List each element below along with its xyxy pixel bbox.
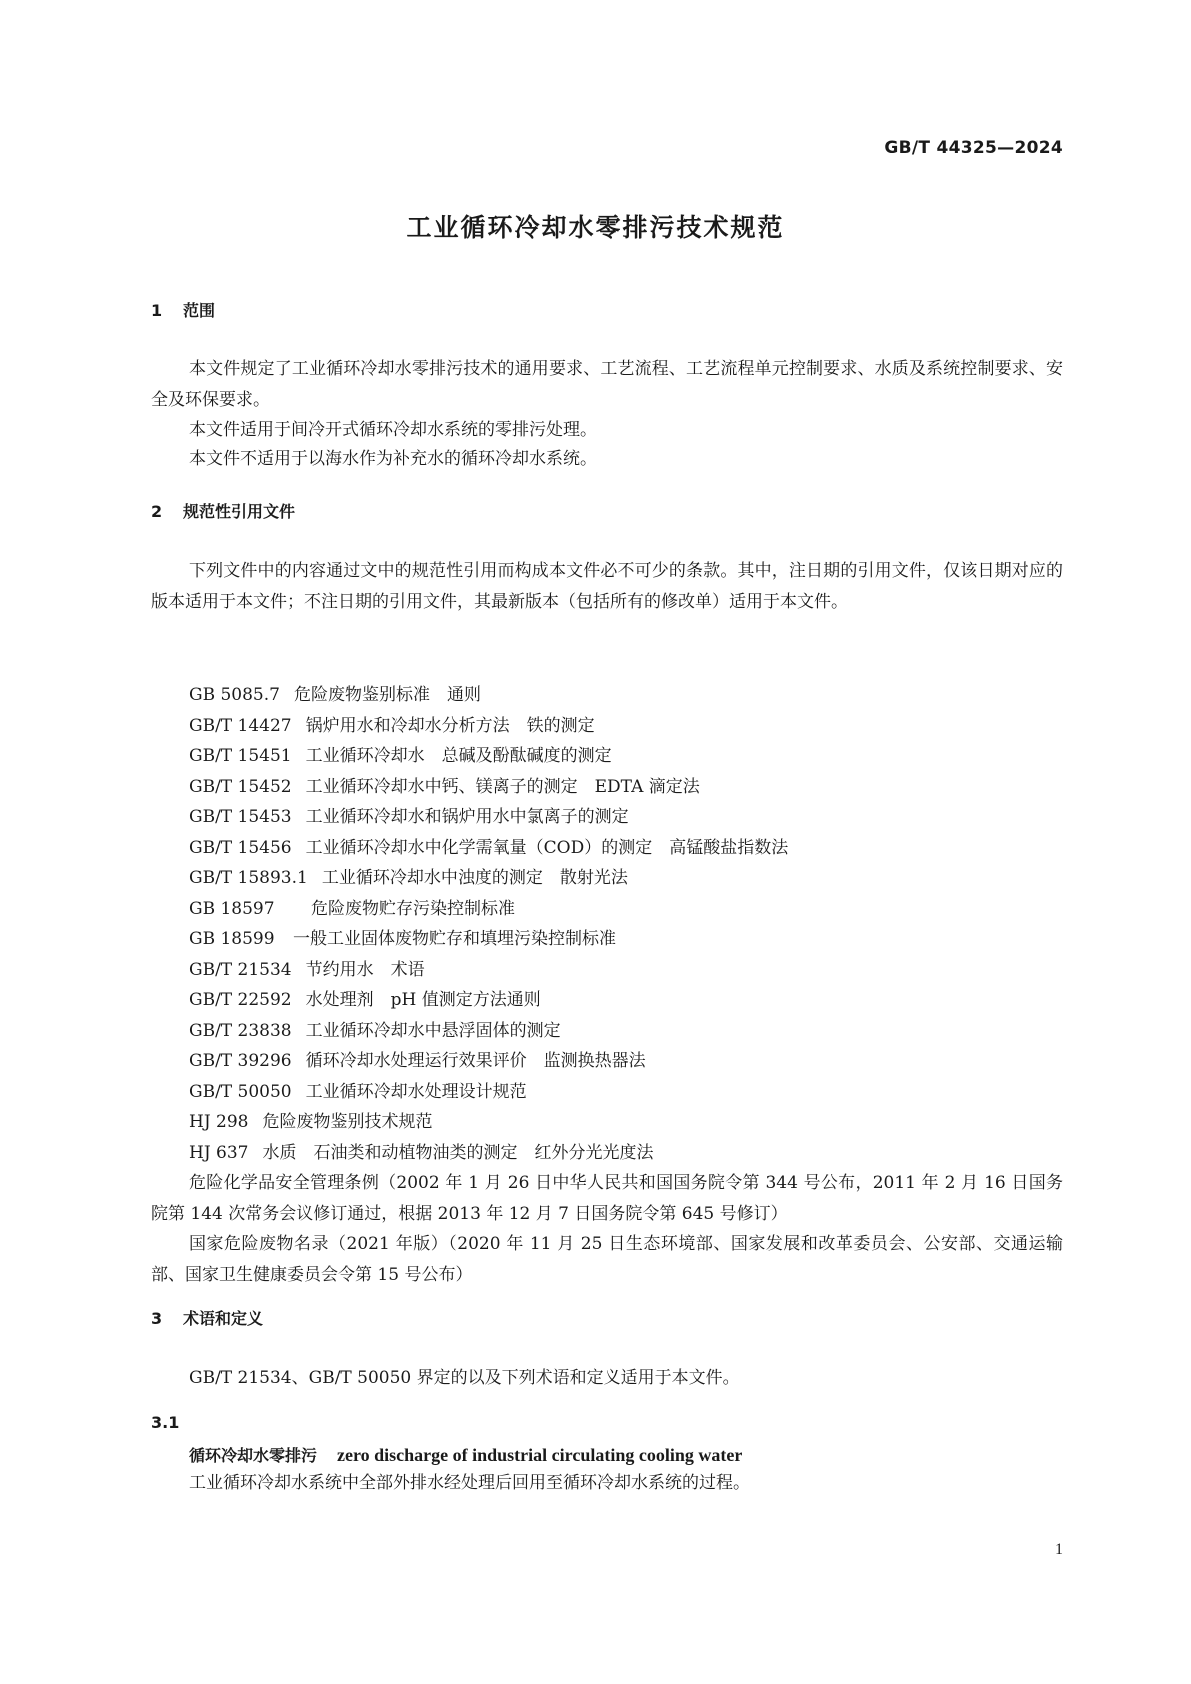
reference-title: 危险废物鉴别技术规范	[262, 1112, 433, 1132]
reference-code: GB 5085.7	[189, 685, 280, 705]
reference-title: 水质 石油类和动植物油类的测定 红外分光光度法	[262, 1142, 654, 1163]
reference-code: GB/T 15893.1	[189, 868, 308, 888]
reference-list	[189, 680, 788, 1168]
reference-title: 工业循环冷却水处理设计规范	[305, 1081, 527, 1102]
reference-code: GB 18599	[189, 929, 275, 949]
reference-title: 工业循环冷却水中悬浮固体的测定	[305, 1020, 561, 1041]
reference-title: 工业循环冷却水和锅炉用水中氯离子的测定	[305, 807, 629, 827]
reference-item	[189, 1016, 788, 1047]
term-number: 3.1	[151, 1413, 180, 1432]
page-number: 1	[1055, 1541, 1063, 1558]
section-1-number: 1	[151, 301, 163, 320]
reference-item	[189, 802, 788, 833]
reference-title: 工业循环冷却水中钙、镁离子的测定 EDTA 滴定法	[305, 776, 700, 797]
reference-code: GB/T 14427	[189, 715, 292, 736]
reference-code: GB/T 15451	[189, 746, 292, 766]
reference-title: 工业循环冷却水 总碱及酚酞碱度的测定	[305, 746, 612, 766]
reference-item	[189, 894, 788, 925]
section-3-heading	[151, 1306, 263, 1329]
document-title: 工业循环冷却水零排污技术规范	[406, 213, 785, 242]
regulation-2: 国家危险废物名录（2021 年版）（2020 年 11 月 25 日生态环境部、国家发展和改革委员会、公安部、交通运输部、国家卫生健康委员会令第 15 号公布）	[151, 1234, 1063, 1285]
reference-item	[189, 833, 788, 864]
standard-number: GB/T 44325—2024	[884, 138, 1063, 158]
reference-item	[189, 863, 788, 894]
reference-item	[189, 955, 788, 986]
section-1-paragraph-1: 本文件规定了工业循环冷却水零排污技术的通用要求、工艺流程、工艺流程单元控制要求、水质及系统控制要求、安全及环保要求。	[151, 359, 1063, 410]
section-2-intro: 下列文件中的内容通过文中的规范性引用而构成本文件必不可少的条款。其中，注日期的引用文件，仅该日期对应的版本适用于本文件；不注日期的引用文件，其最新版本（包括所有的修改单）适用于本文件。	[151, 561, 1063, 612]
reference-code: GB 18597	[189, 898, 275, 919]
reference-code: GB/T 22592	[189, 990, 292, 1010]
reference-code: GB/T 39296	[189, 1051, 292, 1071]
regulation-1: 危险化学品安全管理条例（2002 年 1 月 26 日中华人民共和国国务院令第 344 号公布，2011 年 2 月 16 日国务院第 144 次常务会议修订通过，根据 2013 年 12 月 7 日国务院令第 645 号修订）	[151, 1173, 1063, 1224]
reference-code: GB/T 15453	[189, 807, 292, 827]
reference-item	[189, 772, 788, 803]
reference-item	[189, 985, 788, 1016]
reference-code: GB/T 21534	[189, 959, 292, 980]
reference-title: 工业循环冷却水中化学需氧量（COD）的测定 高锰酸盐指数法	[305, 837, 789, 858]
section-2-title: 规范性引用文件	[183, 502, 296, 521]
reference-item	[189, 1046, 788, 1077]
reference-item	[189, 680, 788, 711]
term-name-zh: 循环冷却水零排污	[189, 1446, 318, 1465]
section-1-paragraph-3: 本文件不适用于以海水作为补充水的循环冷却水系统。	[189, 449, 597, 469]
section-1-heading	[151, 298, 215, 321]
reference-title: 危险废物贮存污染控制标准	[311, 898, 515, 919]
reference-code: GB/T 50050	[189, 1081, 292, 1102]
section-1-paragraph-2: 本文件适用于间冷开式循环冷却水系统的零排污处理。	[189, 420, 597, 440]
section-2-number: 2	[151, 502, 163, 521]
reference-title: 节约用水 术语	[305, 959, 425, 980]
reference-title: 水处理剂 pH 值测定方法通则	[305, 990, 541, 1010]
section-2-heading	[151, 499, 295, 522]
reference-item	[189, 741, 788, 772]
reference-title: 锅炉用水和冷却水分析方法 铁的测定	[305, 715, 595, 736]
reference-title: 循环冷却水处理运行效果评价 监测换热器法	[305, 1051, 646, 1071]
section-1-title: 范围	[183, 301, 216, 320]
section-3-intro: GB/T 21534、GB/T 50050 界定的以及下列术语和定义适用于本文件。	[189, 1368, 740, 1388]
reference-item	[189, 924, 788, 955]
reference-code: GB/T 23838	[189, 1020, 292, 1041]
reference-code: GB/T 15452	[189, 776, 292, 797]
reference-title: 工业循环冷却水中浊度的测定 散射光法	[321, 868, 628, 888]
reference-code: HJ 637	[189, 1142, 249, 1163]
reference-title: 危险废物鉴别标准 通则	[293, 685, 481, 705]
term-entry	[189, 1443, 742, 1466]
reference-item	[189, 1138, 788, 1169]
reference-item	[189, 1107, 788, 1138]
reference-item	[189, 711, 788, 742]
reference-item	[189, 1077, 788, 1108]
reference-title: 一般工业固体废物贮存和填埋污染控制标准	[293, 929, 616, 949]
term-definition: 工业循环冷却水系统中全部外排水经处理后回用至循环冷却水系统的过程。	[189, 1473, 750, 1493]
section-3-title: 术语和定义	[183, 1309, 264, 1328]
section-3-number: 3	[151, 1309, 163, 1328]
reference-code: HJ 298	[189, 1112, 249, 1132]
term-name-en: zero discharge of industrial circulating cooling water	[337, 1445, 743, 1465]
reference-code: GB/T 15456	[189, 837, 292, 858]
